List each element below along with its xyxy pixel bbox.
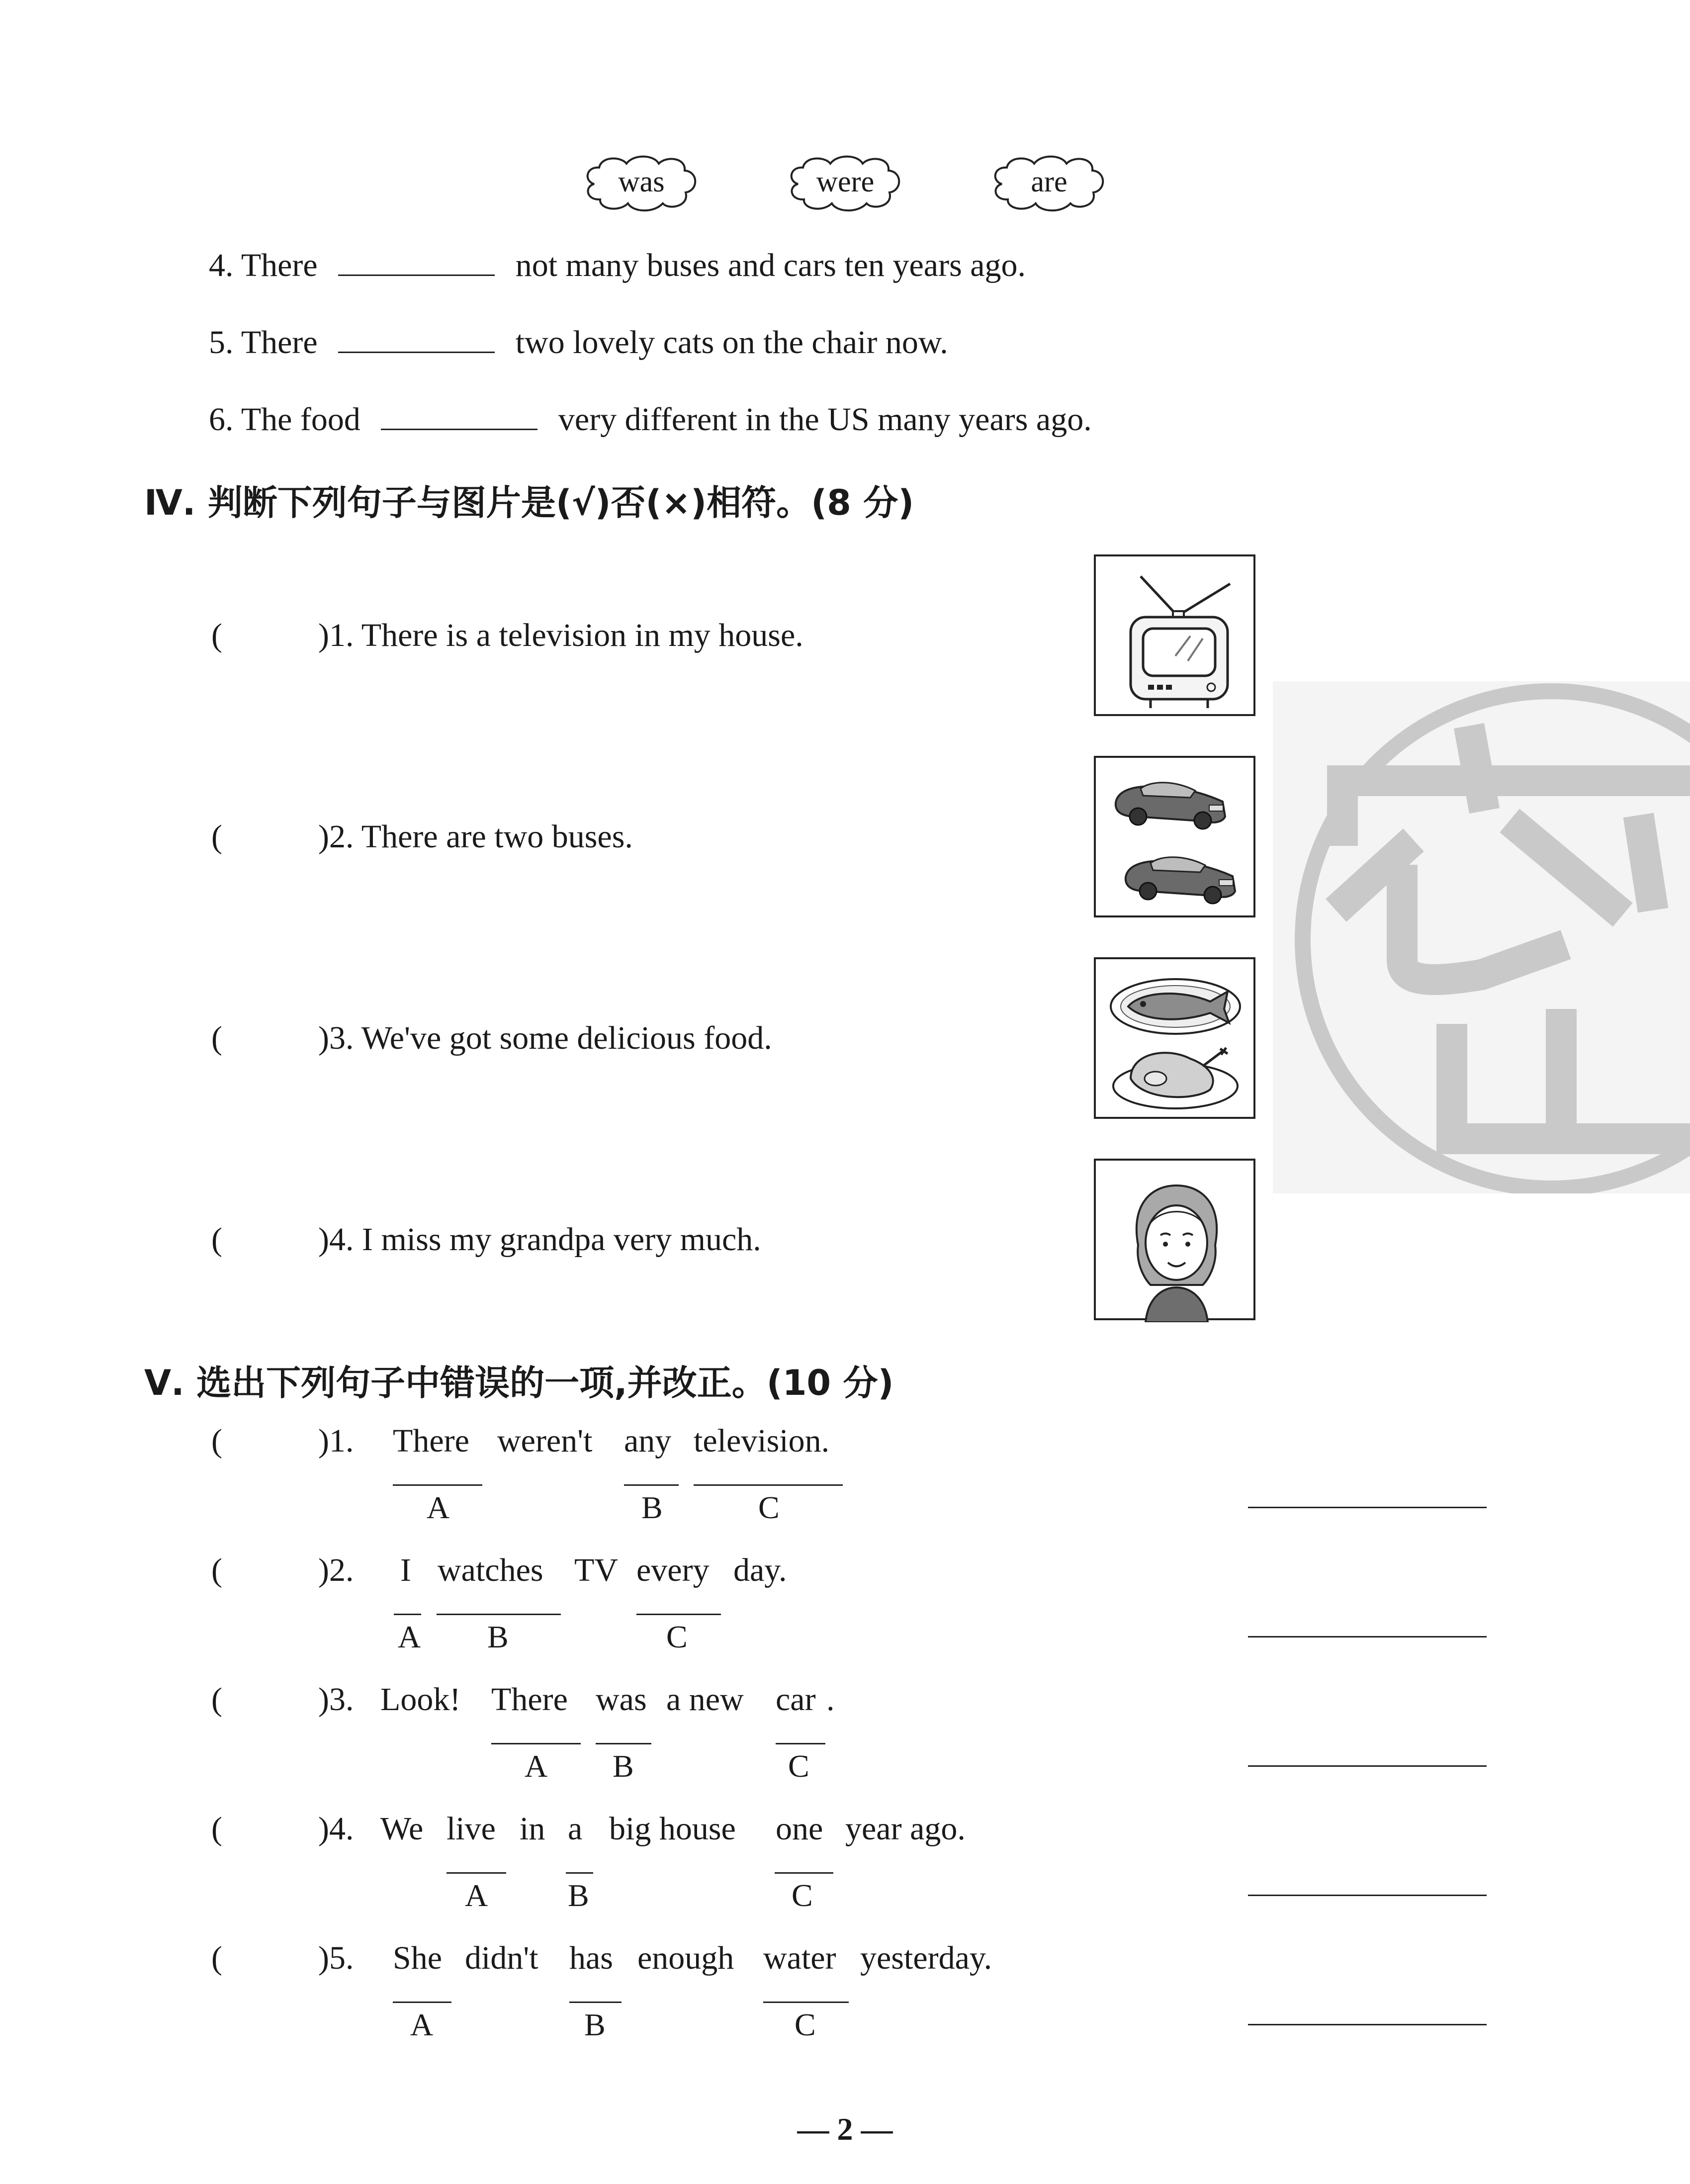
grandma-picture: [1094, 1159, 1255, 1320]
option-b-label: B: [613, 1748, 634, 1784]
correction-answer-line[interactable]: [1248, 1636, 1487, 1638]
answer-paren[interactable]: (: [211, 1811, 222, 1847]
television-icon: [1096, 556, 1257, 718]
option-a-label: A: [427, 1490, 450, 1525]
word-bank-cloud-are: [987, 152, 1111, 216]
television-picture: [1094, 554, 1255, 716]
judge-sentence-2: )2. There are two buses.: [318, 819, 633, 855]
underline-b: [437, 1614, 561, 1615]
fill-in-question-4: 4. There not many buses and cars ten years ago.: [209, 244, 1026, 284]
cars-picture: [1094, 756, 1255, 917]
answer-paren[interactable]: (: [211, 1423, 222, 1459]
option-a-label: A: [398, 1619, 421, 1654]
underline-b: [596, 1743, 651, 1744]
option-b-label: B: [487, 1619, 509, 1654]
section-5-heading: Ⅴ. 选出下列句子中错误的一项,并改正。(10 分): [144, 1363, 894, 1403]
underline-a: [446, 1872, 506, 1874]
underline-b: [566, 1872, 593, 1874]
grandma-icon: [1096, 1161, 1257, 1322]
word-bank-cloud-were: [783, 152, 907, 216]
food-picture: [1094, 957, 1255, 1119]
answer-blank[interactable]: [338, 321, 495, 353]
word-bank-word: was: [618, 165, 665, 198]
answer-paren[interactable]: (: [211, 1020, 222, 1056]
answer-paren[interactable]: (: [211, 617, 222, 653]
option-c-label: C: [758, 1490, 780, 1525]
judge-sentence-1: )1. There is a television in my house.: [318, 617, 803, 653]
option-b-label: B: [584, 2007, 606, 2042]
judge-sentence-3: )3. We've got some delicious food.: [318, 1020, 772, 1056]
underline-a: [491, 1743, 581, 1744]
underline-a: [393, 1484, 482, 1486]
section-4-heading: Ⅳ. 判断下列句子与图片是(√)否(×)相符。(8 分): [144, 482, 914, 523]
fill-in-question-6: 6. The food very different in the US many years ago.: [209, 398, 1092, 439]
answer-blank[interactable]: [338, 244, 495, 276]
correction-answer-line[interactable]: [1248, 1765, 1487, 1767]
underline-c: [763, 2002, 849, 2003]
option-c-label: C: [788, 1748, 809, 1784]
answer-paren[interactable]: (: [211, 1940, 222, 1976]
underline-c: [775, 1872, 833, 1874]
underline-c: [776, 1743, 825, 1744]
option-a-label: A: [465, 1878, 488, 1913]
word-bank-cloud-was: [579, 152, 704, 216]
correction-answer-line[interactable]: [1248, 2024, 1487, 2025]
underline-b: [624, 1484, 679, 1486]
fill-in-question-5: 5. There two lovely cats on the chair now.: [209, 321, 948, 362]
answer-blank[interactable]: [381, 398, 537, 430]
word-bank-word: were: [816, 165, 875, 198]
underline-b: [569, 2002, 622, 2003]
underline-c: [636, 1614, 721, 1615]
option-a-label: A: [525, 1748, 548, 1784]
cars-icon: [1096, 758, 1257, 919]
page-number: — 2 —: [797, 2111, 893, 2147]
underline-c: [694, 1484, 843, 1486]
option-b-label: B: [568, 1878, 589, 1913]
answer-paren[interactable]: (: [211, 1221, 222, 1258]
underline-a: [394, 1614, 421, 1615]
underline-a: [393, 2002, 451, 2003]
answer-paren[interactable]: (: [211, 1552, 222, 1588]
correction-answer-line[interactable]: [1248, 1895, 1487, 1896]
judge-sentence-4: )4. I miss my grandpa very much.: [318, 1221, 761, 1258]
answer-paren[interactable]: (: [211, 1681, 222, 1718]
option-c-label: C: [792, 1878, 813, 1913]
answer-paren[interactable]: (: [211, 819, 222, 855]
option-a-label: A: [410, 2007, 434, 2042]
correction-answer-line[interactable]: [1248, 1507, 1487, 1508]
word-bank-word: are: [1031, 165, 1067, 198]
option-b-label: B: [641, 1490, 663, 1525]
option-c-label: C: [795, 2007, 816, 2042]
confidential-seal-watermark: [1273, 681, 1690, 1193]
option-c-label: C: [666, 1619, 688, 1654]
food-icon: [1096, 959, 1257, 1121]
